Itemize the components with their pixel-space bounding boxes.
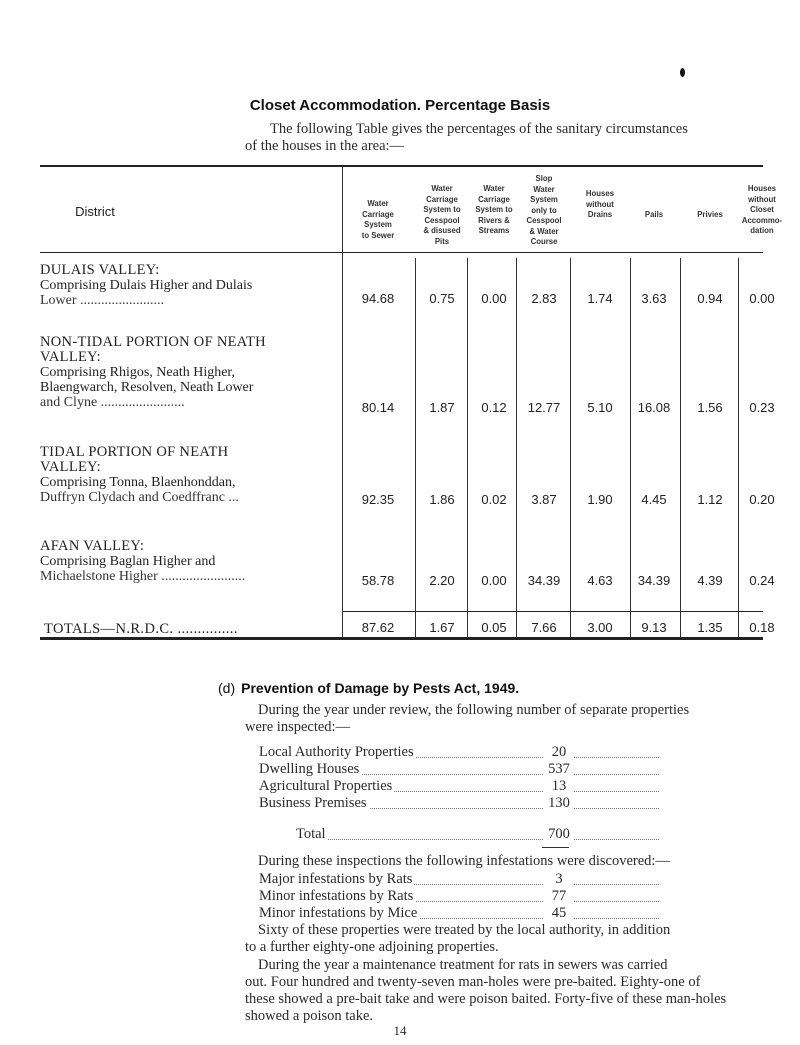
column-header-line: & disused (423, 226, 461, 235)
table-cell: 1.86 (429, 492, 455, 507)
column-header-line: Water (431, 184, 453, 193)
column-header-line: Houses (585, 189, 615, 198)
infestation-value: 77 (544, 888, 574, 905)
total-underline (542, 847, 569, 848)
table-cell: 80.14 (361, 400, 395, 415)
property-item (259, 744, 659, 761)
totals-rule (342, 611, 763, 612)
row-heading: AFAN VALLEY: (40, 538, 145, 554)
property-label: Dwelling Houses (259, 761, 360, 777)
totals-cell: 0.05 (481, 620, 507, 635)
column-header-line: Closet (750, 205, 774, 214)
total-item (296, 826, 659, 843)
column-header-line: without (586, 199, 614, 209)
total-value: 700 (544, 826, 574, 843)
column-header-line: without (748, 194, 776, 204)
para4-line4: showed a poison take. (245, 1008, 374, 1024)
column-header-line: dation (750, 226, 774, 235)
column-header-line: Water (533, 184, 555, 194)
column-header (415, 184, 469, 247)
row-line: Comprising Baglan Higher and (40, 554, 216, 569)
column-divider (342, 167, 343, 637)
table-cell: 4.45 (641, 492, 667, 507)
table-cell: 4.63 (587, 573, 613, 588)
row-label-tidal (40, 445, 340, 505)
totals-cell: 87.62 (361, 620, 395, 635)
totals-cell: 1.67 (429, 620, 455, 635)
table-cell: 0.75 (429, 291, 455, 306)
column-header (468, 184, 520, 237)
table-cell: 0.12 (481, 400, 507, 415)
column-header-line: Pits (434, 236, 450, 246)
row-heading: DULAIS VALLEY: (40, 262, 160, 278)
infestation-label: Major infestations by Rats (259, 871, 413, 887)
table-cell: 5.10 (587, 400, 613, 415)
page-number: 14 (393, 1023, 407, 1038)
table-cell: 3.63 (641, 291, 667, 306)
row-label-afan (40, 539, 340, 584)
table-cell: 92.35 (361, 492, 395, 507)
intro-line-1: The following Table gives the percentages of the sanitary circumstances (270, 121, 688, 137)
column-header-line: Pails (644, 210, 664, 219)
column-header-line: Streams (478, 226, 510, 235)
table-cell: 0.23 (749, 400, 775, 415)
column-header-line: Houses (747, 184, 777, 193)
row-heading: VALLEY: (40, 349, 101, 365)
property-value: 13 (544, 778, 574, 795)
row-line: Lower ........................ (40, 293, 165, 308)
table-cell: 94.68 (361, 291, 395, 306)
table-cell: 34.39 (527, 573, 561, 588)
row-line: Michaelstone Higher ........................ (40, 569, 246, 584)
column-header-line: Carriage (426, 194, 458, 204)
column-header-line: Accommo- (741, 215, 783, 225)
infestation-item (259, 888, 659, 905)
table-cell: 0.00 (749, 291, 775, 306)
infestation-value: 45 (544, 905, 574, 922)
table-cell: 0.02 (481, 492, 507, 507)
property-label: Agricultural Properties (259, 778, 393, 794)
table-cell: 0.20 (749, 492, 775, 507)
para1-line1: During the year under review, the following number of separate properties (258, 702, 690, 718)
property-item (259, 795, 659, 812)
table-cell: 12.77 (527, 400, 561, 415)
table-cell: 0.94 (697, 291, 723, 306)
infestation-label: Minor infestations by Rats (259, 888, 414, 904)
header-bottom-rule (40, 252, 763, 253)
property-label: Business Premises (259, 795, 367, 811)
para1-line2: were inspected:— (245, 719, 351, 735)
column-header-line: Carriage (362, 209, 394, 219)
row-label-dulais (40, 263, 340, 308)
column-header-line: Privies (697, 210, 723, 219)
table-cell: 0.24 (749, 573, 775, 588)
column-header-line: only to (531, 205, 557, 215)
table-cell: 4.39 (697, 573, 723, 588)
column-header (685, 210, 735, 221)
column-header-line: Cesspool (424, 215, 460, 225)
infestation-item (259, 905, 659, 922)
totals-label: TOTALS—N.R.D.C. ............... (44, 621, 238, 637)
totals-cell: 1.35 (697, 620, 723, 635)
row-line: Duffryn Clydach and Coedffranc ... (40, 490, 239, 505)
row-line: Blaengwarch, Resolven, Neath Lower (40, 380, 254, 395)
table-top-rule (40, 165, 763, 167)
column-header-line: System (530, 195, 558, 204)
column-header-line: & Water (529, 226, 559, 236)
para3-line2: to a further eighty-one adjoining properties. (245, 939, 499, 955)
row-line: Comprising Tonna, Blaenhonddan, (40, 475, 236, 490)
row-line: and Clyne ........................ (40, 395, 185, 410)
property-value: 20 (544, 744, 574, 761)
total-label: Total (296, 826, 326, 842)
column-header-line: Water (367, 199, 389, 208)
totals-cell: 3.00 (587, 620, 613, 635)
totals-cell: 0.18 (749, 620, 775, 635)
row-heading: NON-TIDAL PORTION OF NEATH (40, 334, 266, 350)
para3-line1: Sixty of these properties were treated by the local authority, in addition (258, 922, 671, 938)
section-title: Prevention of Damage by Pests Act, 1949. (241, 680, 520, 696)
column-header-line: Cesspool (526, 216, 562, 225)
row-line: Comprising Rhigos, Neath Higher, (40, 365, 236, 380)
table-cell: 1.90 (587, 492, 613, 507)
section-prefix: (d) (218, 680, 236, 696)
property-value: 537 (544, 761, 574, 778)
totals-cell: 9.13 (641, 620, 667, 635)
table-cell: 2.83 (531, 291, 557, 306)
column-header (733, 184, 791, 237)
table-cell: 58.78 (361, 573, 395, 588)
property-item (259, 761, 659, 778)
column-header-line: Carriage (478, 194, 510, 204)
infestation-value: 3 (544, 871, 574, 888)
column-header-line: System to (475, 205, 513, 214)
column-header (573, 189, 627, 221)
para4-line2: out. Four hundred and twenty-seven man-holes were pre-baited. Eighty-one of (245, 974, 701, 990)
table-cell: 2.20 (429, 573, 455, 588)
column-header-line: Course (530, 237, 558, 246)
column-header (353, 199, 403, 241)
totals-cell: 7.66 (531, 620, 557, 635)
district-header: District (75, 204, 115, 219)
row-line: Comprising Dulais Higher and Dulais (40, 278, 253, 293)
column-header-line: System (364, 220, 392, 229)
para2: During these inspections the following infestations were discovered:— (258, 853, 670, 869)
table-cell: 34.39 (637, 573, 671, 588)
para4-line1: During the year a maintenance treatment for rats in sewers was carried (258, 957, 668, 973)
column-header (518, 174, 570, 248)
column-header-line: System to (423, 205, 461, 214)
table-cell: 1.74 (587, 291, 613, 306)
table-cell: 0.00 (481, 573, 507, 588)
column-header (629, 210, 679, 221)
row-heading: TIDAL PORTION OF NEATH (40, 444, 229, 460)
page-title: Closet Accommodation. Percentage Basis (249, 97, 551, 114)
table-cell: 3.87 (531, 492, 557, 507)
table-cell: 0.00 (481, 291, 507, 306)
table-cell: 1.87 (429, 400, 455, 415)
column-header-line: Rivers & (478, 215, 510, 225)
infestation-item (259, 871, 659, 888)
column-header-line: Drains (587, 210, 613, 219)
table-cell: 16.08 (637, 400, 671, 415)
column-header-line: Slop (535, 174, 553, 183)
property-item (259, 778, 659, 795)
column-header-line: to Sewer (361, 230, 395, 240)
para4-line3: these showed a pre-bait take and were poison baited. Forty-five of these man-holes (245, 991, 727, 1007)
row-label-non-tidal (40, 335, 340, 410)
property-label: Local Authority Properties (259, 744, 414, 760)
section-d-heading (218, 680, 519, 696)
table-cell: 1.12 (697, 492, 723, 507)
property-value: 130 (544, 795, 574, 812)
table-cell: 1.56 (697, 400, 723, 415)
column-header-line: Water (483, 184, 505, 193)
infestation-label: Minor infestations by Mice (259, 905, 418, 921)
intro-line-2: of the houses in the area:— (245, 138, 405, 154)
row-heading: VALLEY: (40, 459, 101, 475)
